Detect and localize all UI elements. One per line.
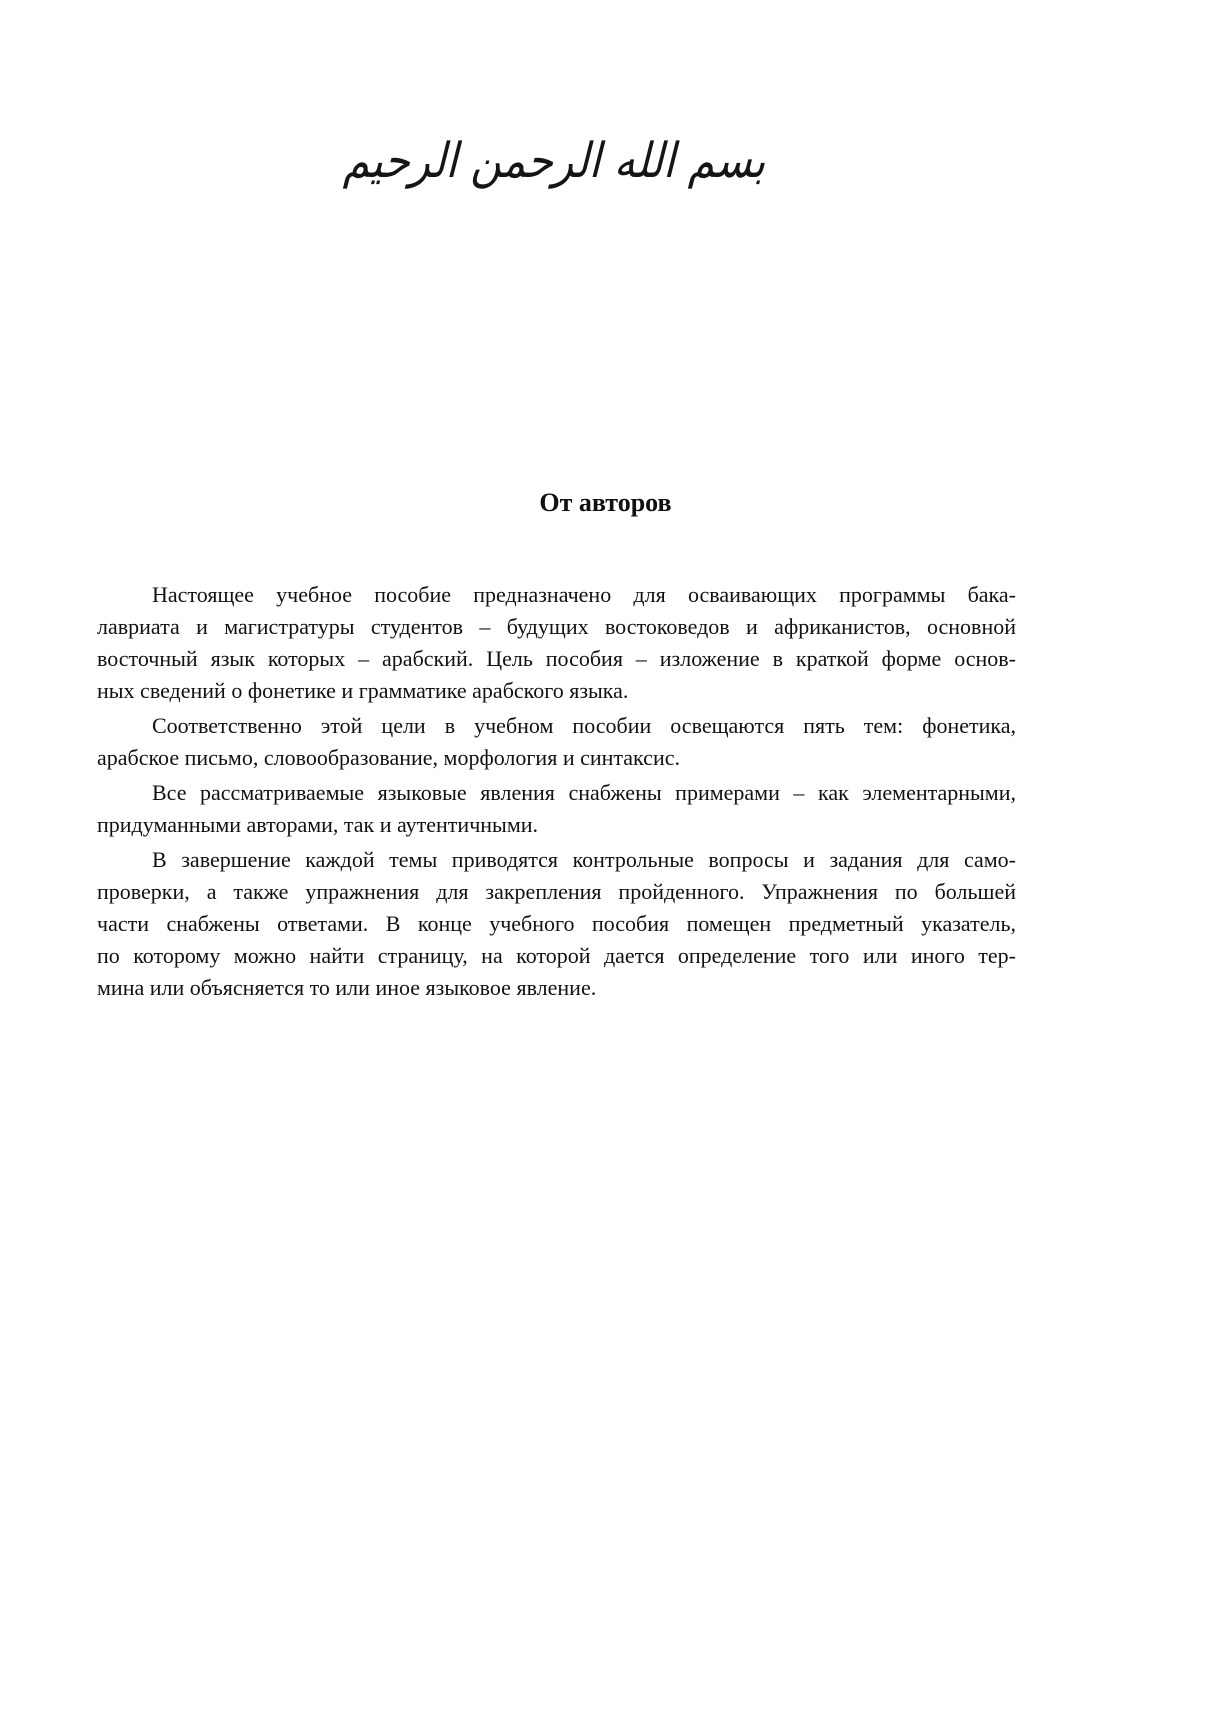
- basmala-calligraphy: [339, 118, 777, 202]
- text-line: арабское письмо, словообразование, морфология и синтаксис.: [97, 745, 680, 770]
- text-line: придуманными авторами, так и аутентичными.: [97, 812, 539, 837]
- paragraph-4: [97, 844, 1016, 1004]
- text-line: Соответственно этой цели в учебном пособии освещаются пять тем: фонетика,: [152, 713, 1016, 738]
- text-line: части снабжены ответами. В конце учебного пособия помещен предметный указатель,: [97, 911, 1016, 936]
- text-line: восточный язык которых – арабский. Цель пособия – изложение в краткой форме основ-: [97, 646, 1016, 671]
- text-line: Все рассматриваемые языковые явления снабжены примерами – как элементарными,: [152, 780, 1016, 805]
- text-line: Настоящее учебное пособие предназначено для осваивающих программы бака-: [152, 582, 1016, 607]
- page-title: От авторов: [539, 488, 672, 517]
- paragraph-2: [97, 710, 1016, 774]
- text-line: лавриата и магистратуры студентов – будущих востоковедов и африканистов, основной: [97, 614, 1016, 639]
- preface-body: [97, 579, 1016, 1007]
- paragraph-1: [97, 579, 1016, 707]
- basmala-text: بسم الله الرحمن الرحيم: [339, 131, 777, 189]
- text-line: проверки, а также упражнения для закрепления пройденного. Упражнения по большей: [97, 879, 1016, 904]
- text-line: В завершение каждой темы приводятся контрольные вопросы и задания для само-: [152, 847, 1016, 872]
- text-line: по которому можно найти страницу, на которой дается определение того или иного тер-: [97, 943, 1016, 968]
- text-line: ных сведений о фонетике и грамматике арабского языка.: [97, 678, 629, 703]
- paragraph-3: [97, 777, 1016, 841]
- text-line: мина или объясняется то или иное языковое явление.: [97, 975, 597, 1000]
